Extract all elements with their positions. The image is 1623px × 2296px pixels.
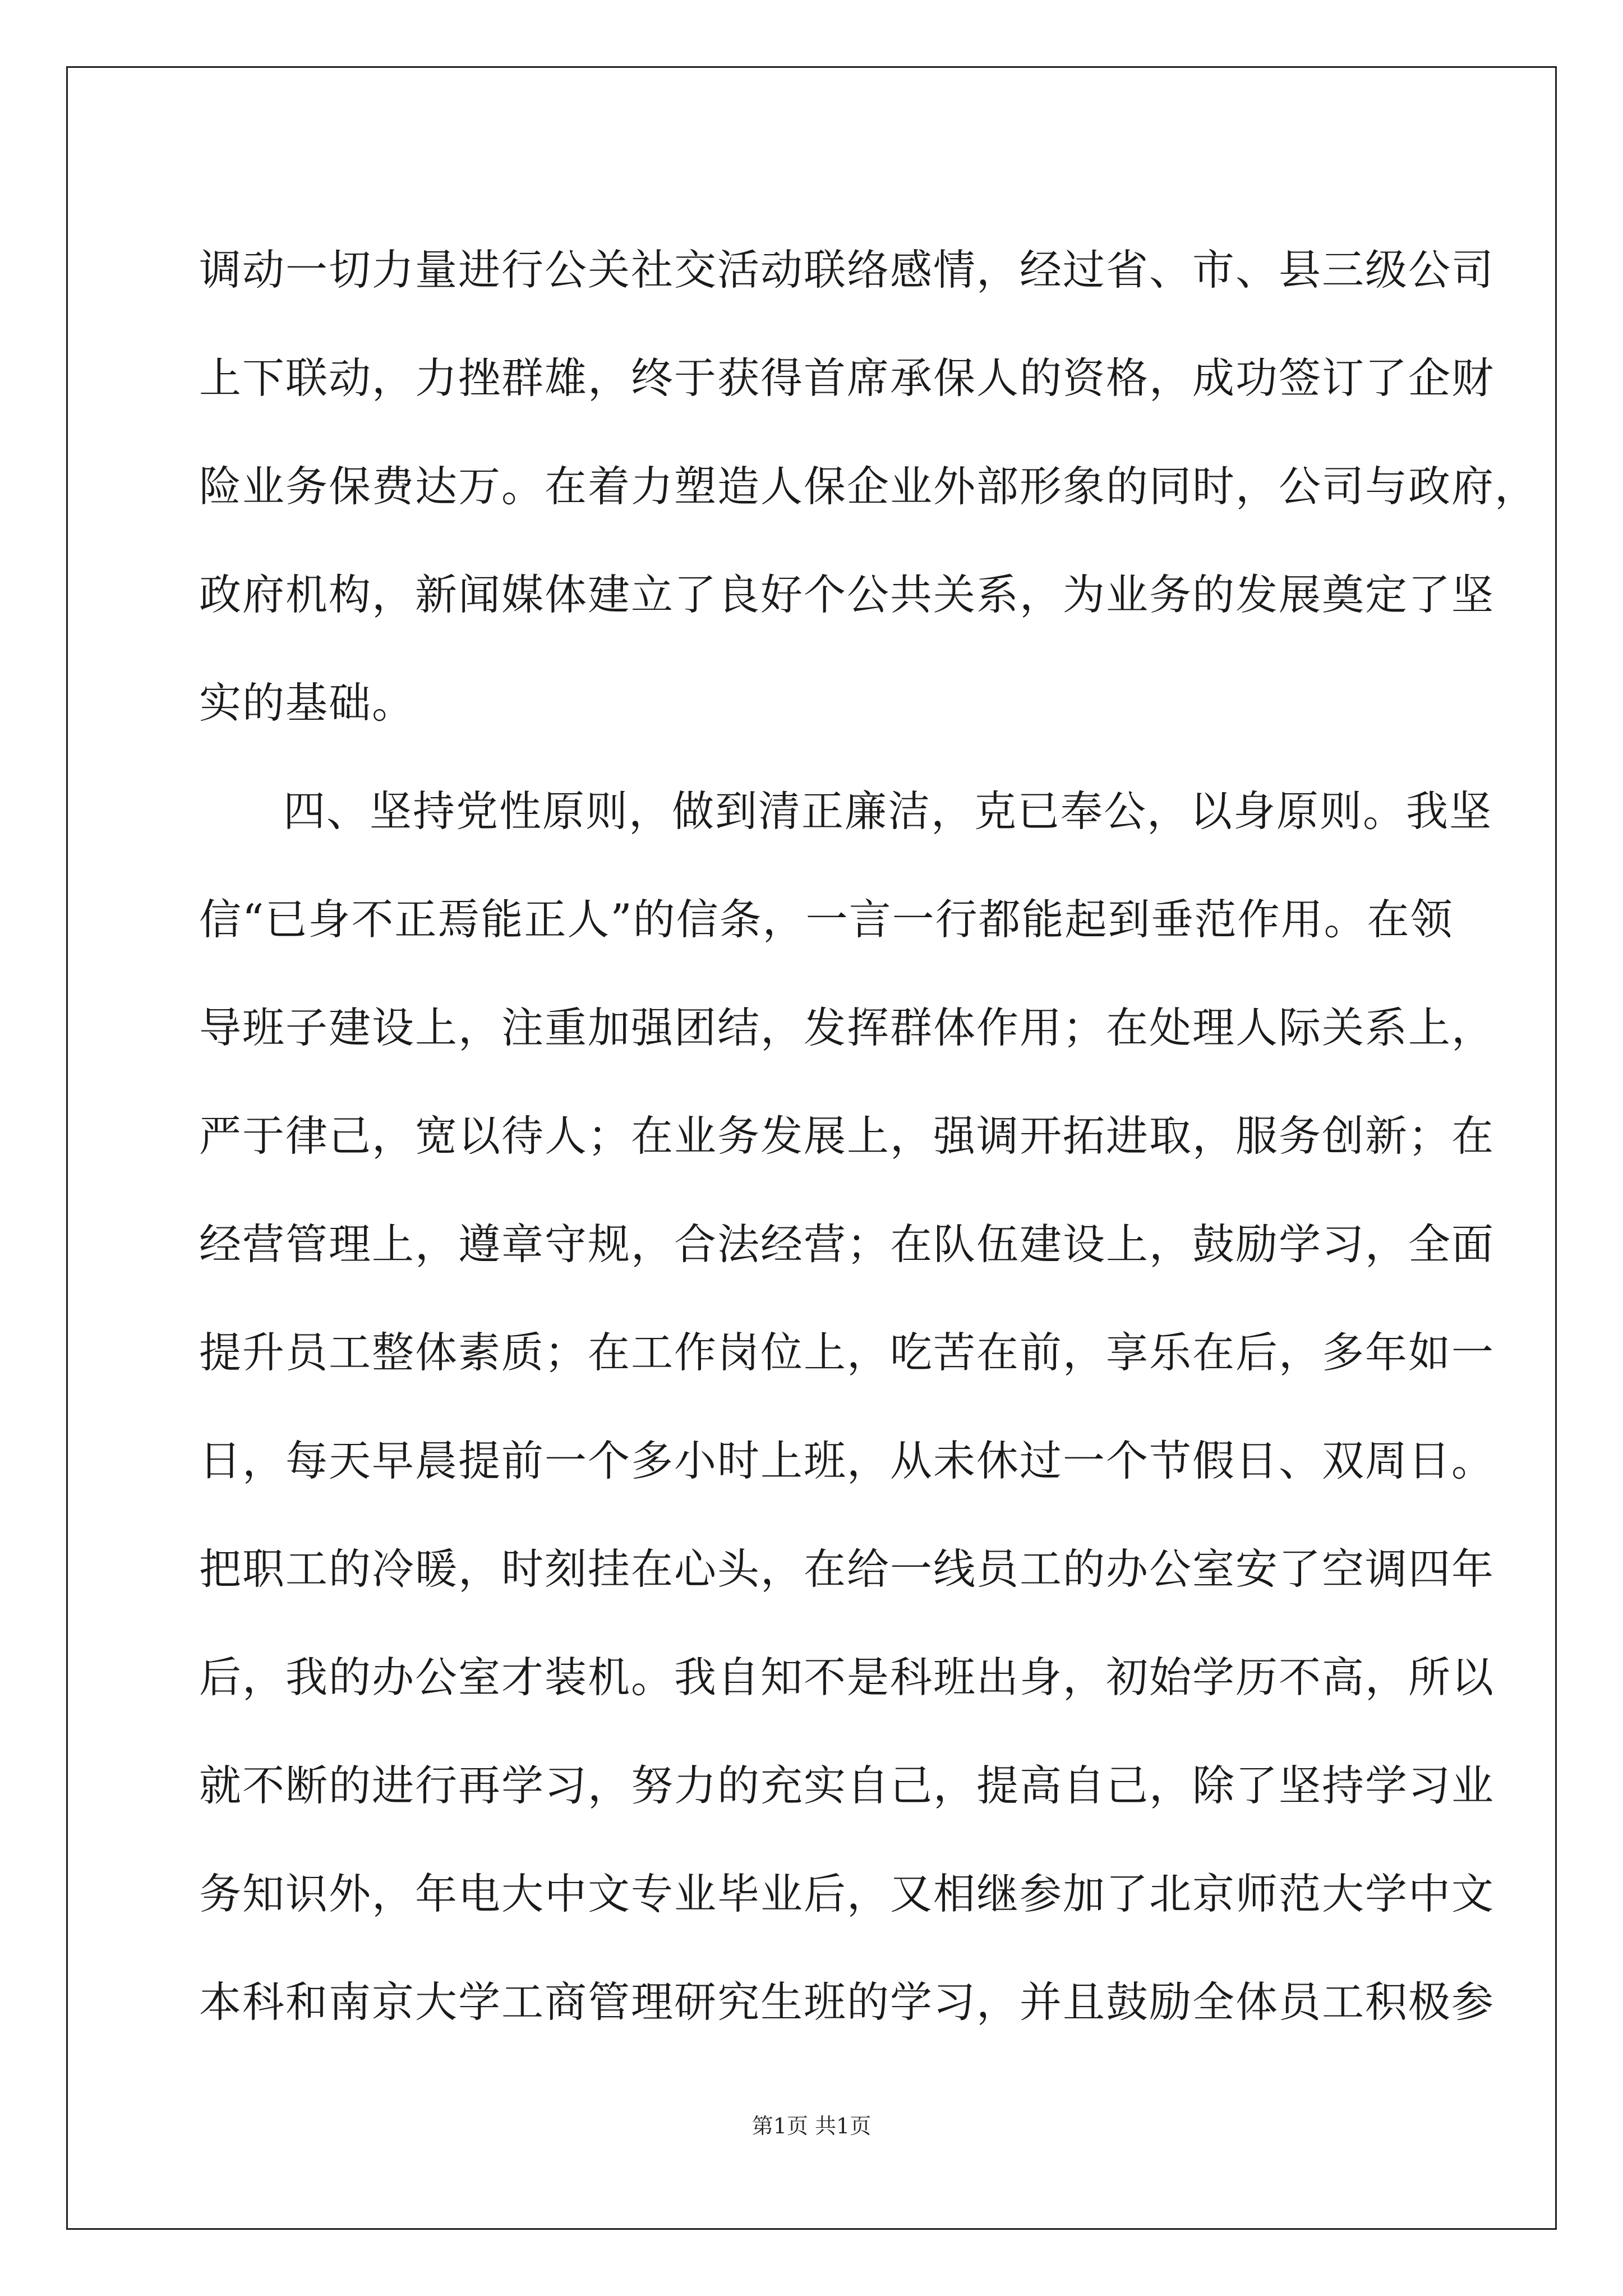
text-line: 经营管理上，遵章守规，合法经营；在队伍建设上，鼓励学习，全面 [199, 1220, 1495, 1269]
page-footer: 第1页 共1页 [751, 2114, 872, 2138]
text-line: 就不断的进行再学习，努力的充实自己，提高自己，除了坚持学习业 [199, 1761, 1495, 1810]
text-line: 日，每天早晨提前一个多小时上班，从未休过一个节假日、双周日。 [199, 1436, 1495, 1485]
text-line: 信“已身不正焉能正人”的信条，一言一行都能起到垂范作用。在领 [199, 895, 1454, 944]
text-line: 本科和南京大学工商管理研究生班的学习，并且鼓励全体员工积极参 [199, 1977, 1495, 2027]
text-line: 后，我的办公室才装机。我自知不是科班出身，初始学历不高，所以 [199, 1653, 1495, 1702]
text-line: 务知识外，年电大中文专业毕业后，又相继参加了北京师范大学中文 [199, 1869, 1495, 1918]
text-line: 险业务保费达万。在着力塑造人保企业外部形象的同时，公司与政府， [199, 462, 1538, 511]
text-line: 导班子建设上，注重加强团结，发挥群体作用；在处理人际关系上， [199, 1003, 1495, 1052]
text-line: 实的基础。 [199, 678, 416, 728]
document-body [199, 216, 1538, 2056]
text-line: 上下联动，力挫群雄，终于获得首席承保人的资格，成功签订了企财 [199, 353, 1495, 403]
text-line: 提升员工整体素质；在工作岗位上，吃苦在前，享乐在后，多年如一 [199, 1328, 1495, 1377]
text-line: 调动一切力量进行公关社交活动联络感情，经过省、市、县三级公司 [199, 245, 1495, 295]
paragraph-start-line: 四、坚持党性原则，做到清正廉洁，克已奉公，以身原则。我坚 [283, 786, 1493, 836]
text-line: 政府机构，新闻媒体建立了良好个公共关系，为业务的发展奠定了坚 [199, 570, 1495, 619]
text-line: 把职工的冷暖，时刻挂在心头，在给一线员工的办公室安了空调四年 [199, 1544, 1495, 1594]
text-line: 严于律己，宽以待人；在业务发展上，强调开拓进取，服务创新；在 [199, 1111, 1495, 1161]
